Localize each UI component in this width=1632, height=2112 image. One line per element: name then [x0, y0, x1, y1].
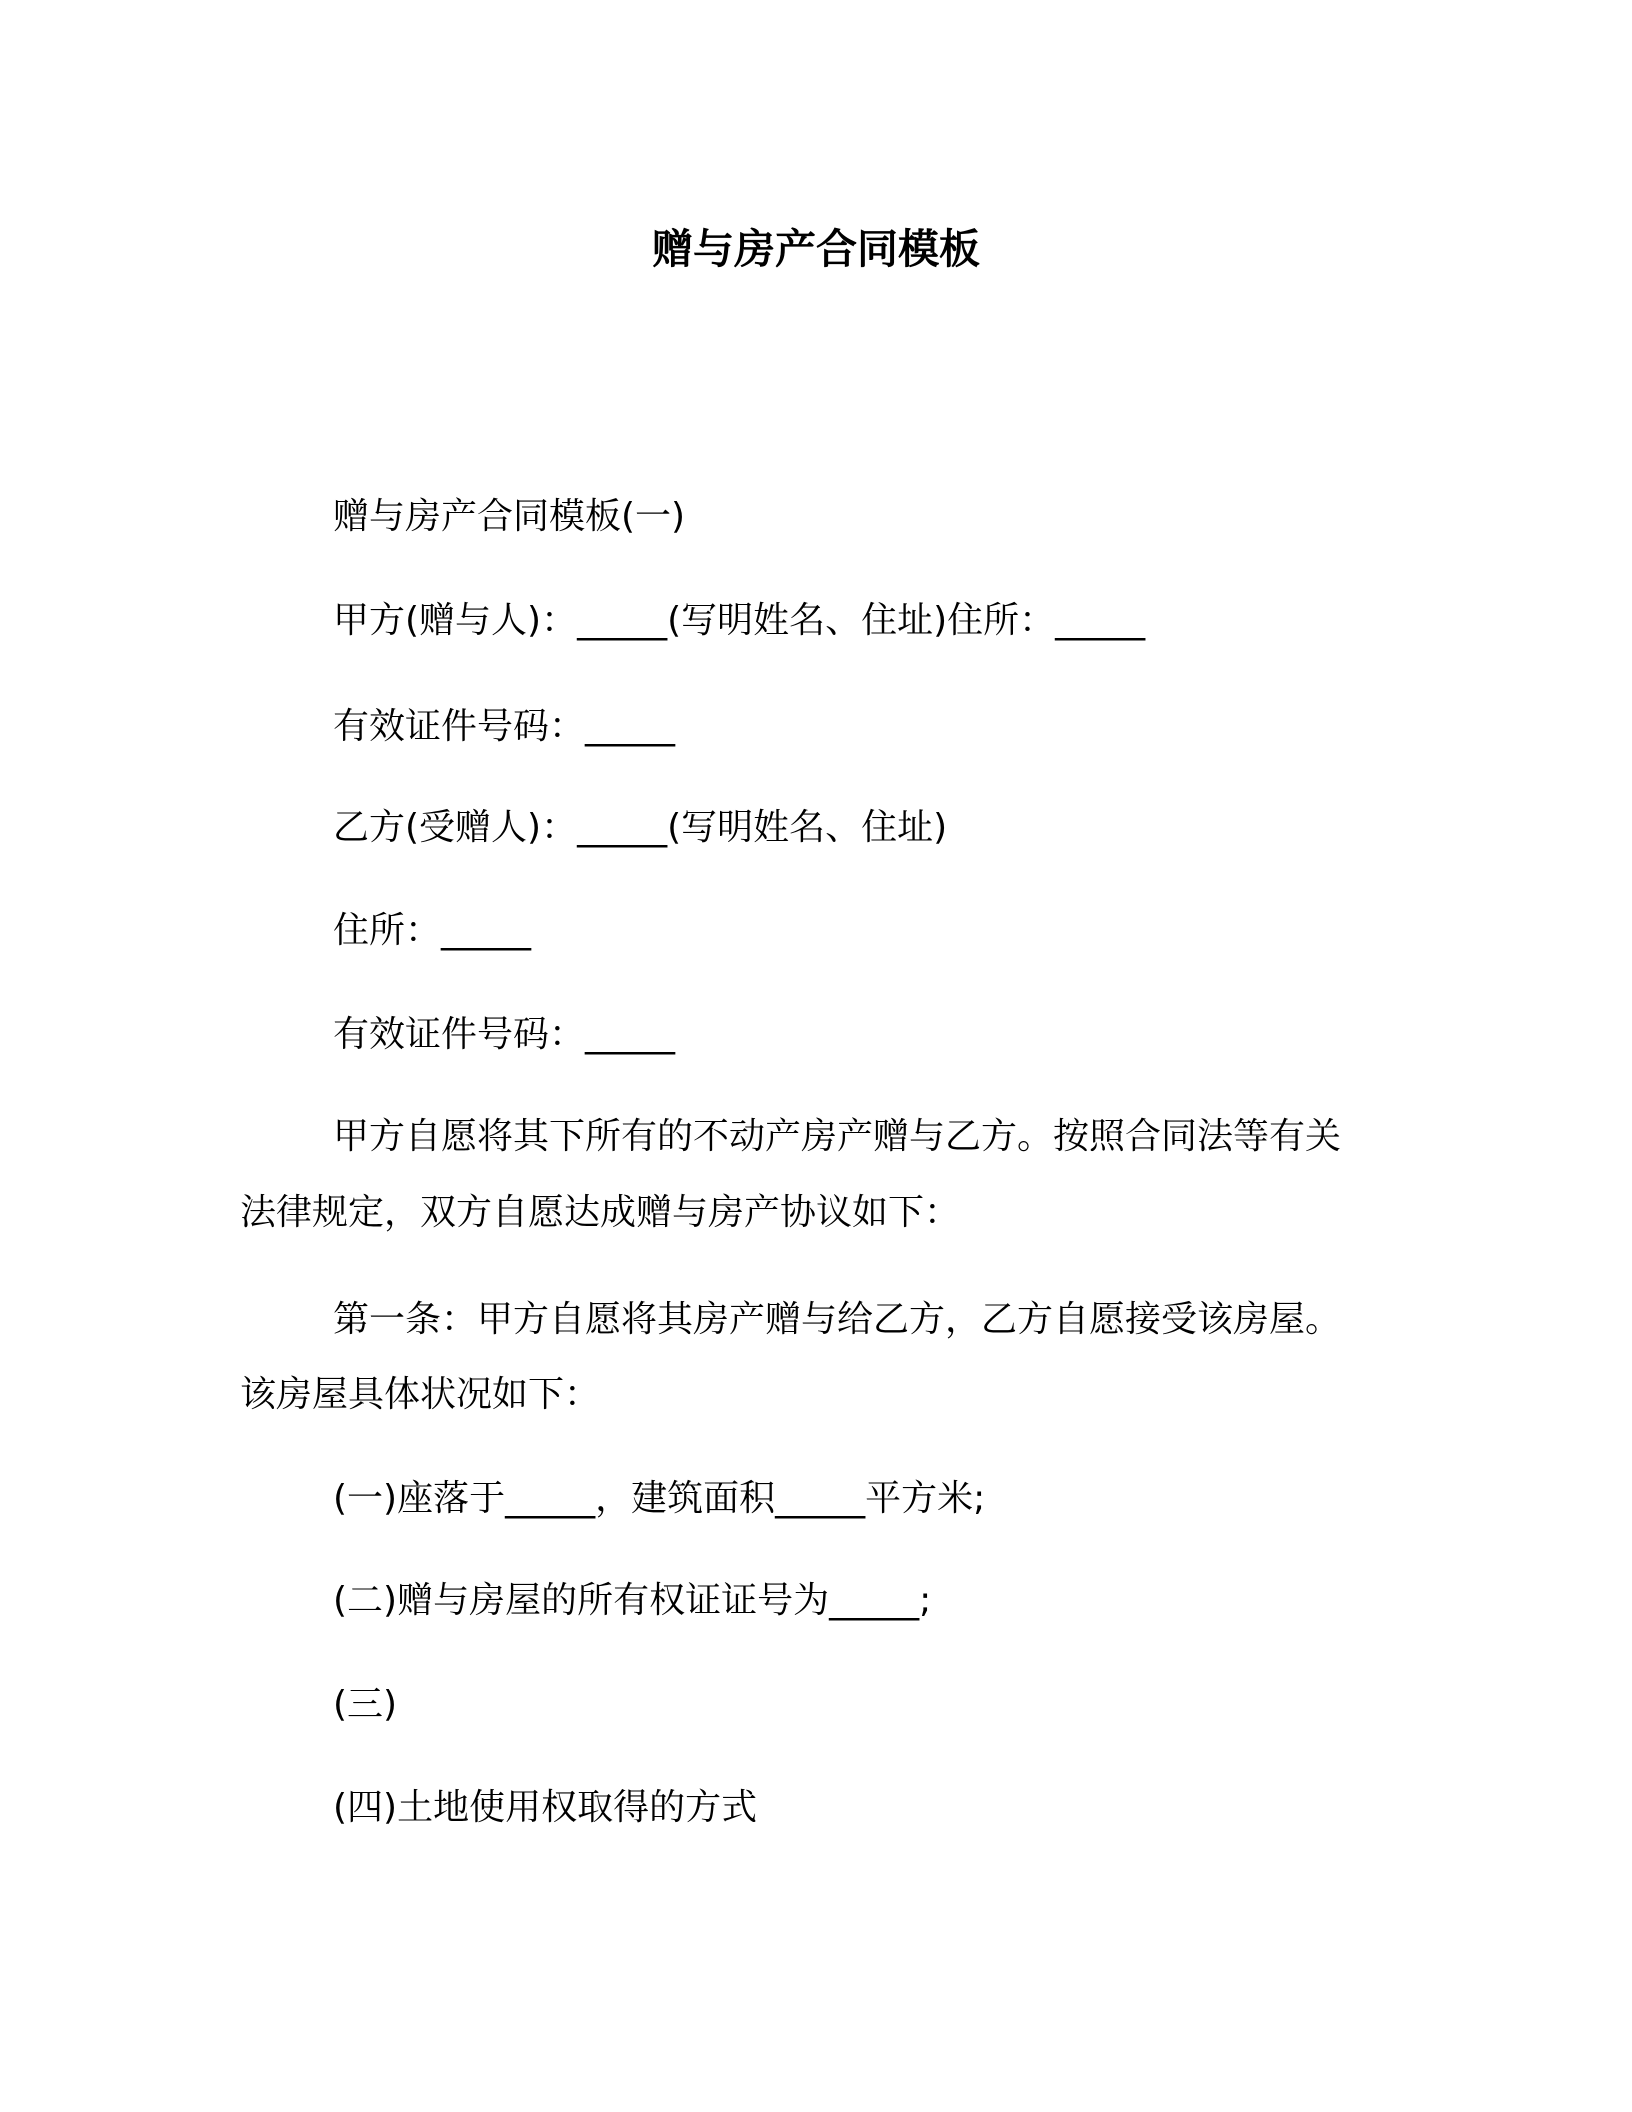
item-4-line: (四)土地使用权取得的方式 — [333, 1787, 758, 1828]
party-a-id-line: 有效证件号码：_____ — [333, 706, 676, 747]
item-3-line: (三) — [333, 1684, 398, 1725]
section-heading: 赠与房产合同模板(一) — [333, 496, 686, 537]
article-1-line: 该房屋具体状况如下： — [240, 1374, 601, 1415]
item-2-line: (二)赠与房屋的所有权证证号为_____; — [333, 1580, 932, 1621]
document-title: 赠与房产合同模板 — [652, 225, 980, 273]
party-b-id-line: 有效证件号码：_____ — [333, 1014, 676, 1055]
article-1-line: 第一条：甲方自愿将其房产赠与给乙方，乙方自愿接受该房屋。 — [333, 1299, 1342, 1340]
intro-line: 法律规定，双方自愿达成赠与房产协议如下： — [240, 1192, 961, 1233]
party-b-line: 乙方(受赠人)：_____(写明姓名、住址) — [333, 807, 948, 848]
party-a-line: 甲方(赠与人)：_____(写明姓名、住址)住所：_____ — [333, 600, 1146, 641]
party-b-address-line: 住所：_____ — [333, 910, 532, 951]
item-1-line: (一)座落于_____，建筑面积_____平方米; — [333, 1478, 986, 1519]
intro-line: 甲方自愿将其下所有的不动产房产赠与乙方。按照合同法等有关 — [333, 1116, 1342, 1157]
